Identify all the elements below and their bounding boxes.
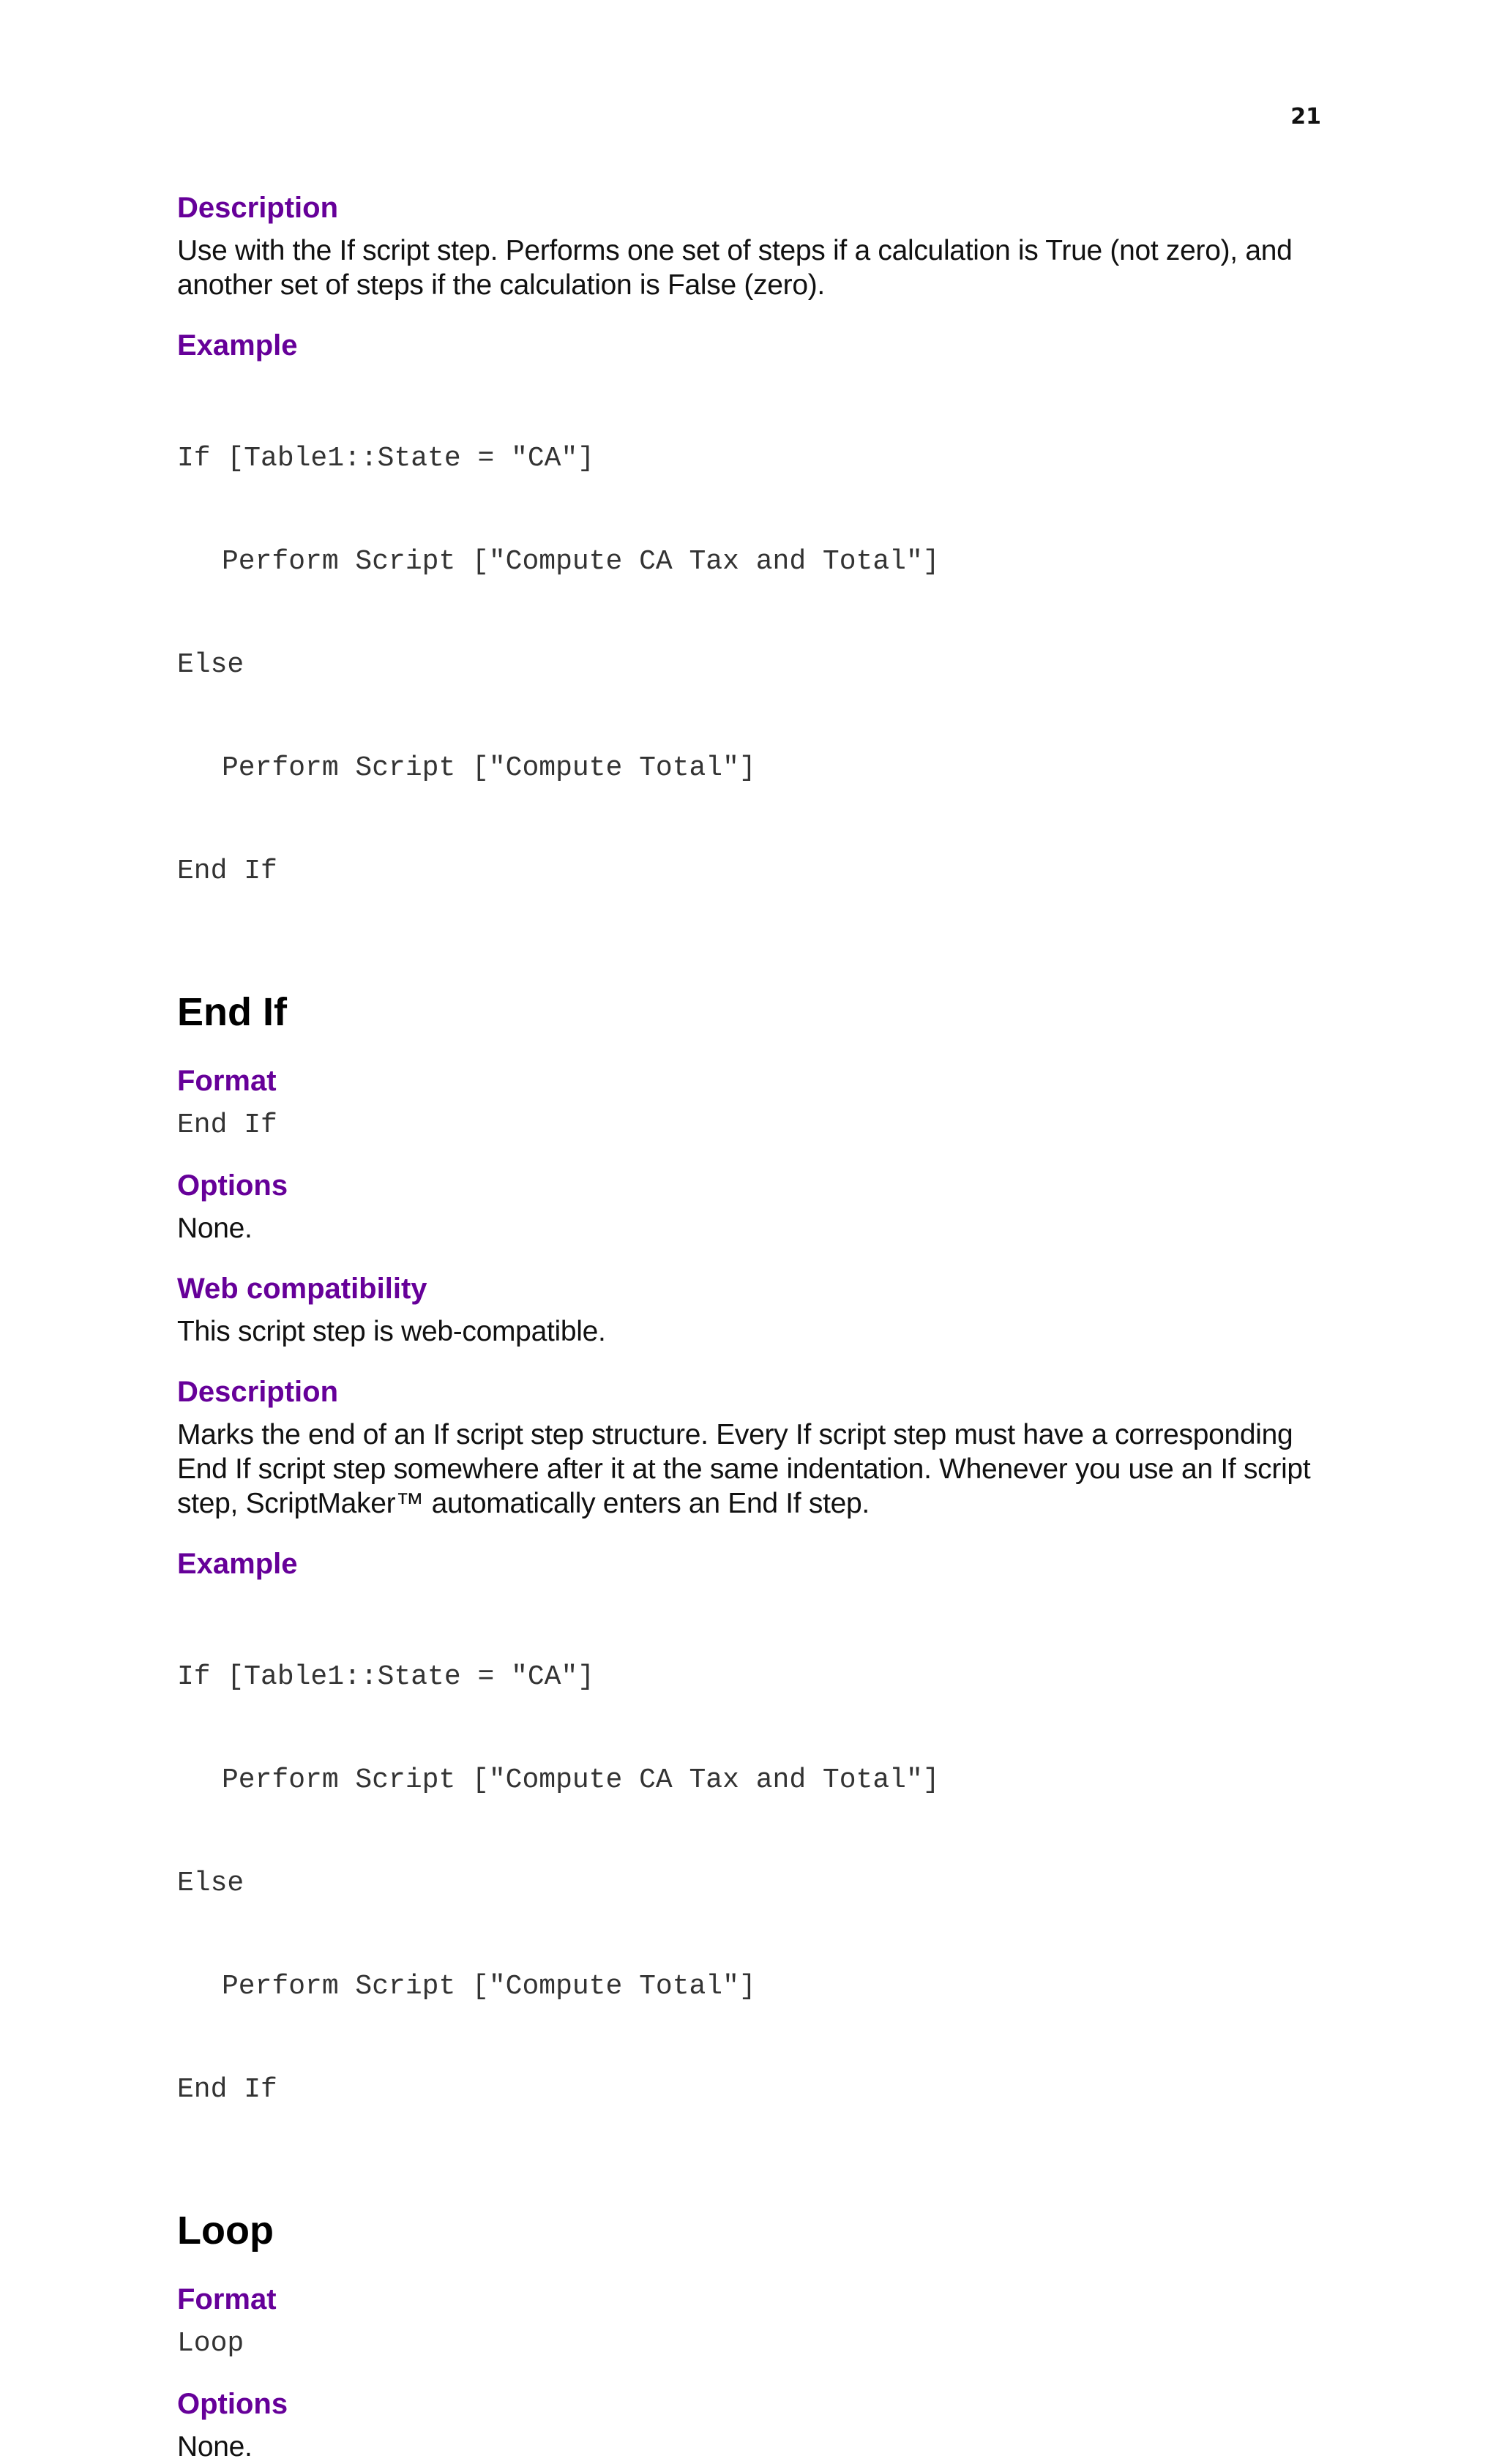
example-heading: Example (177, 329, 298, 362)
web-compatibility-heading: Web compatibility (177, 1273, 427, 1305)
options-text: None. (177, 2431, 253, 2463)
section-title-end-if: End If (177, 990, 287, 1034)
options-heading: Options (177, 2388, 288, 2420)
format-code: End If (177, 1109, 277, 1141)
description-heading: Description (177, 192, 339, 224)
example-code-block (177, 372, 1326, 957)
code-line: If [Table1::State = "CA"] (177, 443, 595, 474)
options-heading: Options (177, 1169, 288, 1202)
page-number: 21 (1290, 104, 1321, 130)
format-code: Loop (177, 2328, 244, 2359)
code-line: Perform Script ["Compute CA Tax and Total"] (222, 1764, 940, 1796)
code-line: Perform Script ["Compute CA Tax and Total"] (222, 546, 940, 577)
section-title-loop: Loop (177, 2209, 274, 2253)
page-content (177, 187, 1326, 2464)
format-heading: Format (177, 2283, 277, 2315)
code-line: End If (177, 2074, 277, 2105)
format-heading: Format (177, 1065, 277, 1097)
example-code-block (177, 1591, 1326, 2176)
code-line: Perform Script ["Compute Total"] (222, 752, 756, 784)
code-line: End If (177, 855, 277, 887)
code-line: Else (177, 649, 244, 681)
description-text: Use with the If script step. Performs one set of steps if a calculation is True (not zero), and another set of steps if the calculation is False (zero). (177, 235, 1293, 301)
description-heading: Description (177, 1376, 339, 1408)
options-text: None. (177, 1213, 253, 1244)
code-line: Perform Script ["Compute Total"] (222, 1971, 756, 2002)
code-line: Else (177, 1868, 244, 1899)
web-compatibility-text: This script step is web-compatible. (177, 1316, 606, 1347)
code-line: If [Table1::State = "CA"] (177, 1661, 595, 1693)
example-heading: Example (177, 1548, 298, 1580)
description-text: Marks the end of an If script step structure. Every If script step must have a corresponding End If script step somewhere after it at the same indentation. Whenever you use an If script step, ScriptMaker™ automatically enters an End If step. (177, 1419, 1311, 1519)
